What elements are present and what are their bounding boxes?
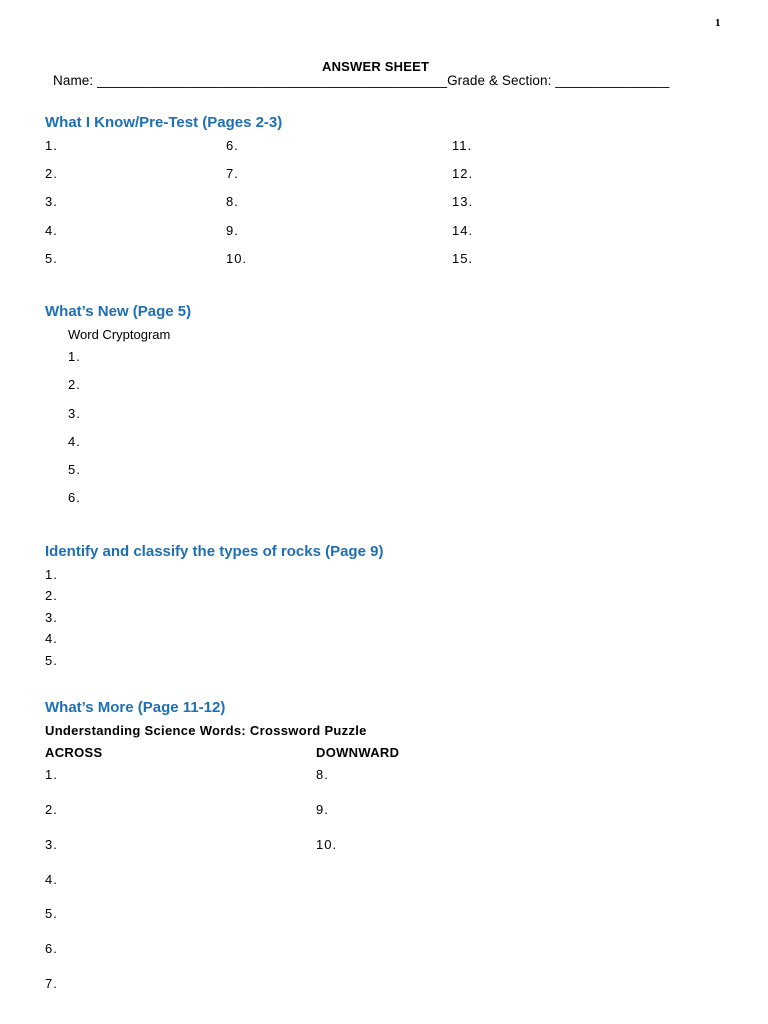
whats-new-item: 5. bbox=[68, 462, 81, 477]
rocks-item: 2. bbox=[45, 588, 58, 603]
pretest-item: 1. bbox=[45, 138, 58, 153]
page-title: ANSWER SHEET bbox=[322, 59, 430, 74]
across-item: 7. bbox=[45, 976, 58, 991]
downward-item: 10. bbox=[316, 837, 338, 852]
pretest-item: 14. bbox=[452, 223, 474, 238]
section-heading-rocks: Identify and classify the types of rocks (Page 9) bbox=[45, 543, 384, 560]
pretest-item: 3. bbox=[45, 194, 58, 209]
section-heading-whats-more: What’s More (Page 11-12) bbox=[45, 699, 226, 716]
page-number: 1 bbox=[715, 17, 721, 29]
pretest-item: 4. bbox=[45, 223, 58, 238]
rocks-item: 4. bbox=[45, 631, 58, 646]
whats-new-item: 3. bbox=[68, 406, 81, 421]
pretest-item: 8. bbox=[226, 194, 239, 209]
whats-new-item: 1. bbox=[68, 349, 81, 364]
across-item: 1. bbox=[45, 767, 58, 782]
pretest-item: 10. bbox=[226, 251, 248, 266]
section-heading-pretest: What I Know/Pre-Test (Pages 2-3) bbox=[45, 114, 283, 131]
section-heading-whats-new: What’s New (Page 5) bbox=[45, 303, 192, 320]
across-item: 4. bbox=[45, 872, 58, 887]
rocks-item: 5. bbox=[45, 653, 58, 668]
pretest-item: 15. bbox=[452, 251, 474, 266]
across-item: 2. bbox=[45, 802, 58, 817]
rocks-item: 3. bbox=[45, 610, 58, 625]
across-item: 3. bbox=[45, 837, 58, 852]
downward-label: DOWNWARD bbox=[316, 745, 400, 760]
pretest-item: 6. bbox=[226, 138, 239, 153]
name-grade-line: Name: ______________________________________________Grade & Section: _______________ bbox=[53, 73, 670, 88]
whats-new-item: 2. bbox=[68, 377, 81, 392]
pretest-item: 5. bbox=[45, 251, 58, 266]
whats-new-subtitle: Word Cryptogram bbox=[68, 327, 171, 342]
across-label: ACROSS bbox=[45, 745, 103, 760]
pretest-item: 2. bbox=[45, 166, 58, 181]
crossword-subtitle: Understanding Science Words: Crossword Puzzle bbox=[45, 723, 367, 738]
rocks-item: 1. bbox=[45, 567, 58, 582]
pretest-item: 7. bbox=[226, 166, 239, 181]
whats-new-item: 4. bbox=[68, 434, 81, 449]
pretest-item: 13. bbox=[452, 194, 474, 209]
across-item: 5. bbox=[45, 906, 58, 921]
whats-new-item: 6. bbox=[68, 490, 81, 505]
downward-item: 8. bbox=[316, 767, 329, 782]
pretest-item: 11. bbox=[452, 138, 473, 153]
pretest-item: 12. bbox=[452, 166, 474, 181]
pretest-item: 9. bbox=[226, 223, 239, 238]
downward-item: 9. bbox=[316, 802, 329, 817]
across-item: 6. bbox=[45, 941, 58, 956]
